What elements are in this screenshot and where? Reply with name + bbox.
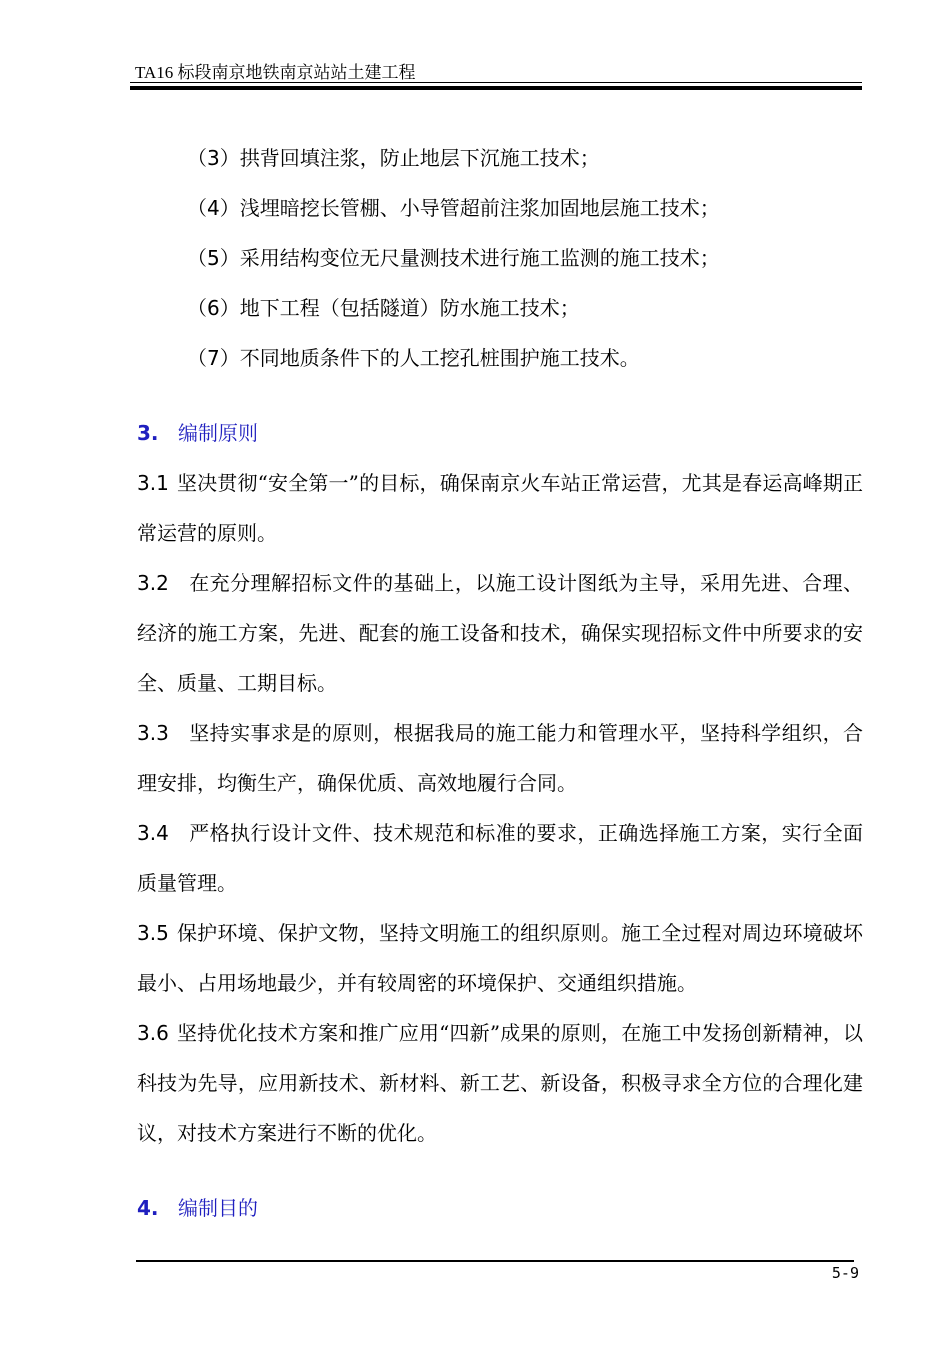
list-item-text: 不同地质条件下的人工挖孔桩围护施工技术。 bbox=[239, 346, 640, 370]
list-item-text: 采用结构变位无尺量测技术进行施工监测的施工技术； bbox=[239, 246, 720, 270]
list-item bbox=[137, 183, 863, 233]
header-divider-thick bbox=[130, 86, 862, 90]
section-3-heading bbox=[137, 408, 863, 458]
paragraph-3-1 bbox=[137, 458, 863, 558]
section-3-number: 3. bbox=[137, 421, 159, 445]
list-item-text: 浅埋暗挖长管棚、小导管超前注浆加固地层施工技术； bbox=[239, 196, 720, 220]
list-item bbox=[137, 283, 863, 333]
paragraph-3-6 bbox=[137, 1008, 863, 1158]
document-body bbox=[137, 133, 863, 1233]
page-header-title: TA16 标段南京地铁南京站站土建工程 bbox=[135, 63, 416, 82]
list-item bbox=[137, 133, 863, 183]
header-divider-thin bbox=[130, 82, 862, 83]
footer-divider bbox=[136, 1260, 854, 1262]
page-number: 5-9 bbox=[831, 1264, 859, 1282]
paragraph-text: 坚持实事求是的原则，根据我局的施工能力和管理水平，坚持科学组织，合理安排，均衡生产，确保优质、高效地履行合同。 bbox=[137, 721, 863, 795]
paragraph-text: 严格执行设计文件、技术规范和标准的要求，正确选择施工方案，实行全面质量管理。 bbox=[137, 821, 863, 895]
paragraph-number: 3.1 bbox=[137, 471, 169, 495]
paragraph-number: 3.4 bbox=[137, 821, 169, 845]
list-item bbox=[137, 233, 863, 283]
list-item-text: 地下工程（包括隧道）防水施工技术； bbox=[239, 296, 580, 320]
paragraph-text: 保护环境、保护文物，坚持文明施工的组织原则。施工全过程对周边环境破坏最小、占用场地最少，并有较周密的环境保护、交通组织措施。 bbox=[137, 921, 863, 995]
list-item-number: （3） bbox=[187, 146, 240, 170]
section-4-number: 4. bbox=[137, 1196, 159, 1220]
section-3-title: 编制原则 bbox=[178, 421, 258, 445]
list-item-number: （6） bbox=[187, 296, 240, 320]
list-item-number: （5） bbox=[187, 246, 240, 270]
list-item-number: （7） bbox=[187, 346, 240, 370]
paragraph-3-5 bbox=[137, 908, 863, 1008]
paragraph-number: 3.6 bbox=[137, 1021, 169, 1045]
paragraph-3-3 bbox=[137, 708, 863, 808]
paragraph-number: 3.2 bbox=[137, 571, 169, 595]
list-item-number: （4） bbox=[187, 196, 240, 220]
paragraph-text: 在充分理解招标文件的基础上，以施工设计图纸为主导，采用先进、合理、经济的施工方案，先进、配套的施工设备和技术，确保实现招标文件中所要求的安全、质量、工期目标。 bbox=[137, 571, 863, 695]
section-4-title: 编制目的 bbox=[178, 1196, 258, 1220]
paragraph-3-2 bbox=[137, 558, 863, 708]
list-item bbox=[137, 333, 863, 383]
paragraph-3-4 bbox=[137, 808, 863, 908]
list-item-text: 拱背回填注浆，防止地层下沉施工技术； bbox=[239, 146, 600, 170]
paragraph-text: 坚持优化技术方案和推广应用“四新”成果的原则，在施工中发扬创新精神，以科技为先导，应用新技术、新材料、新工艺、新设备，积极寻求全方位的合理化建议，对技术方案进行不断的优化。 bbox=[137, 1021, 863, 1145]
section-4-heading bbox=[137, 1183, 863, 1233]
paragraph-text: 坚决贯彻“安全第一”的目标，确保南京火车站正常运营，尤其是春运高峰期正常运营的原则。 bbox=[137, 471, 863, 545]
paragraph-number: 3.3 bbox=[137, 721, 169, 745]
paragraph-number: 3.5 bbox=[137, 921, 169, 945]
